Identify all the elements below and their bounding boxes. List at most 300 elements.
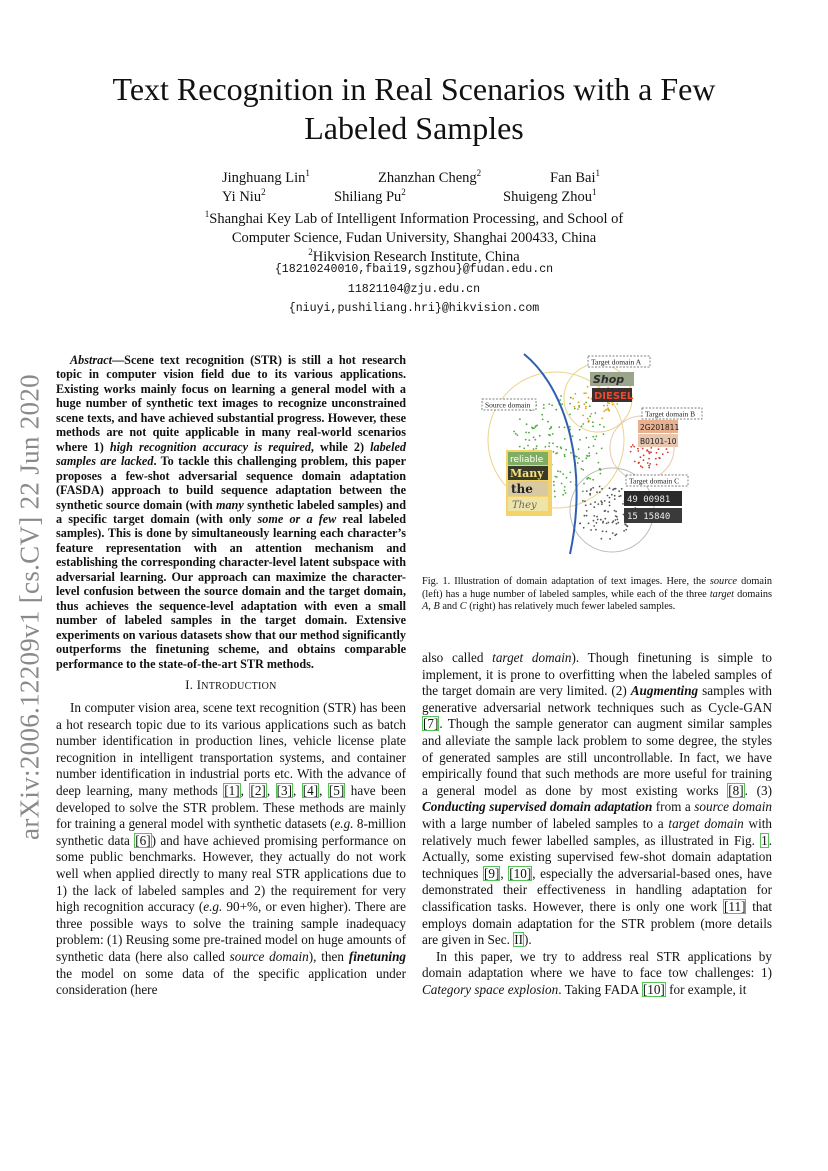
scatter-dot <box>625 529 627 531</box>
scatter-dot <box>603 410 605 412</box>
citation-link[interactable]: [10] <box>642 981 665 997</box>
scatter-dot <box>588 452 590 454</box>
scatter-dot <box>533 448 535 450</box>
scatter-dot <box>585 406 587 408</box>
scatter-dot <box>583 392 585 394</box>
scatter-dot <box>569 414 571 416</box>
citation-link[interactable]: [11] <box>724 898 746 914</box>
text: ) and have achieved promising performance on some public benchmarks. However, they actually do not work well when applied directly to many real STR applications due to 1) the lack of labeled samples and 2) the requirement for very high recognition accuracy ( <box>56 832 407 915</box>
scatter-dot <box>603 426 605 428</box>
text: , especially the adversarial-based ones, have demonstrated their effectiveness in handling adaptation for classification tasks. However, there is only one work <box>422 865 772 914</box>
scatter-dot <box>605 531 607 533</box>
text-italic: source domain <box>694 799 772 815</box>
scatter-dot <box>585 457 587 459</box>
scatter-dot <box>564 486 566 488</box>
text: that employs domain adaptation for the STR problem (more details are given in Sec. <box>422 898 772 948</box>
author-6 <box>503 187 597 206</box>
caption-text: (right) has relatively much fewer labeled samples. <box>466 601 676 612</box>
scatter-dot <box>569 472 571 474</box>
scatter-dot <box>601 488 603 490</box>
scatter-dot <box>595 412 597 414</box>
text-italic: source domain <box>229 948 309 964</box>
scatter-dot <box>560 448 562 450</box>
scatter-dot <box>596 522 598 524</box>
scatter-dot <box>648 451 650 453</box>
scatter-dot <box>600 519 602 521</box>
scatter-dot <box>612 522 614 524</box>
text: with a large number of labeled samples to a <box>422 815 669 831</box>
scatter-dot <box>586 490 588 492</box>
scatter-dot <box>650 451 652 453</box>
scatter-dot <box>596 453 598 455</box>
scatter-dot <box>640 465 642 467</box>
text: samples with generative adversarial network techniques such as Cycle-GAN <box>422 683 773 715</box>
citation-link[interactable]: [7] <box>423 716 439 732</box>
scatter-dot <box>609 497 611 499</box>
scatter-dot <box>565 449 567 451</box>
caption-text: and <box>439 601 460 612</box>
scatter-dot <box>555 409 557 411</box>
scatter-dot <box>549 428 551 430</box>
scatter-dot <box>582 423 584 425</box>
scatter-dot <box>659 457 661 459</box>
scatter-dot <box>528 432 530 434</box>
author-name: Jinghuang Lin <box>222 169 306 186</box>
citation-link[interactable]: [10] <box>509 865 532 881</box>
scatter-dot <box>616 523 618 525</box>
scatter-dot <box>556 446 558 448</box>
scatter-dot <box>581 425 583 427</box>
scatter-dot <box>565 492 567 494</box>
word-c1: 49 00981 <box>627 495 671 505</box>
scatter-dot <box>640 456 642 458</box>
abstract-text: —Scene text recognition (STR) is still a hot research topic in computer vision field due to its various applications. Existing works mainly focus on learning a general model with a huge number of synthetic text images to recognize unconstrained scene texts, and have achieved substantial progress. However, these methods are not quite applicable in many real-world scenarios where 1) <box>56 353 406 454</box>
section-link[interactable]: II <box>514 932 523 948</box>
scatter-dot <box>539 435 541 437</box>
scatter-dot <box>593 525 595 527</box>
section-number: I. <box>185 678 194 692</box>
scatter-dot <box>648 465 650 467</box>
scatter-dot <box>561 403 563 405</box>
scatter-dot <box>572 435 574 437</box>
figure-caption <box>422 576 772 614</box>
scatter-dot <box>569 426 571 428</box>
author-5 <box>334 187 406 206</box>
scatter-dot <box>590 489 592 491</box>
scatter-dot <box>593 445 595 447</box>
scatter-dot <box>590 413 592 415</box>
scatter-dot <box>630 446 632 448</box>
scatter-dot <box>535 426 537 428</box>
scatter-dot <box>590 529 592 531</box>
text-italic: e.g. <box>334 816 354 832</box>
text-italic: Category space explosion <box>422 981 559 997</box>
scatter-dot <box>602 522 604 524</box>
scatter-dot <box>543 407 545 409</box>
word-b2: B0101-10 <box>640 437 677 446</box>
scatter-dot <box>553 451 555 453</box>
citation-link[interactable]: [3] <box>276 782 292 798</box>
scatter-dot <box>599 424 601 426</box>
scatter-dot <box>614 510 616 512</box>
author-sup: 1 <box>595 168 601 178</box>
author-name: Zhanzhan Cheng <box>378 169 477 186</box>
word-the: the <box>511 482 533 496</box>
scatter-dot <box>572 398 574 400</box>
scatter-dot <box>593 515 595 517</box>
scatter-dot <box>557 470 559 472</box>
scatter-dot <box>612 404 614 406</box>
target-domain-a-label: Target domain A <box>591 357 642 367</box>
scatter-dot <box>589 455 591 457</box>
scatter-dot <box>662 453 664 455</box>
text-bold-italic: Augmenting <box>630 683 699 699</box>
scatter-dot <box>564 454 566 456</box>
scatter-dot <box>601 538 603 540</box>
scatter-dot <box>609 538 611 540</box>
section-heading <box>56 678 406 693</box>
scatter-dot <box>533 436 535 438</box>
citation-link[interactable]: [2] <box>250 782 266 798</box>
scatter-dot <box>612 532 614 534</box>
scatter-dot <box>578 401 580 403</box>
scatter-dot <box>589 478 591 480</box>
author-sup: 2 <box>476 168 482 178</box>
scatter-dot <box>578 457 580 459</box>
scatter-dot <box>604 510 606 512</box>
aff-text: Hikvision Research Institute, China <box>312 248 520 265</box>
scatter-dot <box>554 496 556 498</box>
scatter-dot <box>583 483 585 485</box>
scatter-dot <box>643 454 645 456</box>
text: ), then <box>308 948 349 964</box>
author-4 <box>222 187 266 206</box>
scatter-dot <box>542 419 544 421</box>
scatter-dot <box>519 418 521 420</box>
scatter-dot <box>582 500 584 502</box>
text: also called <box>422 650 493 665</box>
scatter-dot <box>547 421 549 423</box>
scatter-dot <box>618 496 620 498</box>
scatter-dot <box>582 469 584 471</box>
arxiv-stamp-text: arXiv:2006.12209v1 [cs.CV] 22 Jun 2020 <box>14 374 45 840</box>
scatter-dot <box>534 439 536 441</box>
scatter-dot <box>601 417 603 419</box>
aff-text: Shanghai Key Lab of Intelligent Information Processing, and School of <box>209 210 624 227</box>
scatter-dot <box>589 415 591 417</box>
scatter-dot <box>550 426 552 428</box>
scatter-dot <box>623 530 625 532</box>
author-2 <box>378 168 481 187</box>
scatter-dot <box>632 444 634 446</box>
scatter-dot <box>608 522 610 524</box>
author-3 <box>550 168 600 187</box>
scatter-dot <box>578 448 580 450</box>
arxiv-side-stamp <box>10 362 50 852</box>
figure-link[interactable]: 1 <box>761 832 768 848</box>
scatter-dot <box>553 484 555 486</box>
scatter-dot <box>597 503 599 505</box>
scatter-dot <box>535 448 537 450</box>
scatter-dot <box>593 506 595 508</box>
scatter-dot <box>587 386 589 388</box>
scatter-dot <box>649 463 651 465</box>
scatter-dot <box>594 439 596 441</box>
scatter-dot <box>586 455 588 457</box>
scatter-dot <box>566 477 568 479</box>
scatter-dot <box>528 439 530 441</box>
citation-link[interactable]: [4] <box>302 782 319 798</box>
paragraph: also called target domain). Though finetuning is simple to implement, it is prone to overfitting when the labeled samples of the target domain are very limited. (2) Augmenting samples with generative adversarial network techniques such as Cycle-GAN [7]. Though the sample generator can augment similar samples and alleviate the sample lack problem to some degree, the styles of generated samples are still uncontrollable. In fact, we have empirically found that such methods are more useful for training a general model as done by most existing works [8]. (3) Conducting supervised domain adaptation from a source domain with a large number of labeled samples to a target domain with relatively much fewer labelled samples, as illustrated in Fig. 1. Actually, some existing supervised few-shot domain adaptation techniques [9], [10], especially the adversarial-based ones, have demonstrated their effectiveness in handling adaptation for classification tasks. However, there is only one work [11] that employs domain adaptation for the STR problem (more details are given in Sec. II). <box>422 650 773 948</box>
author-sup: 2 <box>401 187 406 197</box>
citation-link[interactable]: [8] <box>728 782 744 798</box>
citation-link[interactable]: [9] <box>484 865 500 881</box>
author-sup: 1 <box>592 187 597 197</box>
author-name: Shiliang Pu <box>334 188 402 205</box>
scatter-dot <box>607 511 609 513</box>
scatter-dot <box>560 395 562 397</box>
citation-link[interactable]: [1] <box>224 782 240 798</box>
scatter-dot <box>585 504 587 506</box>
scatter-dot <box>559 471 561 473</box>
scatter-dot <box>536 425 538 427</box>
word-c2: 15 15840 <box>627 512 671 522</box>
scatter-dot <box>627 526 629 528</box>
scatter-dot <box>578 406 580 408</box>
scatter-dot <box>574 393 576 395</box>
abstract-text: real labeled samples). This is done by simultaneously learning each character’s feature representation with an attention mechanism and establishing the corresponding character-level latent subspace with adversarial learning. Our approach can maximize the character-level confusion between the source domain and the target domain, thus achieves the sequence-level adaptation with even a small number of labeled samples in the target domain. Extensive experiments on various datasets show that our method significantly outperforms the finetuning scheme, and obtains comparable performance to the state-of-the-art STR methods. <box>56 511 406 671</box>
caption-italic: target <box>709 588 735 600</box>
text-italic: target domain <box>492 650 572 665</box>
scatter-dot <box>633 446 635 448</box>
scatter-dot <box>577 408 579 410</box>
email-line-3: {niuyi,pushiliang.hri}@hikvision.com <box>288 302 540 315</box>
scatter-dot <box>579 429 581 431</box>
scatter-dot <box>611 494 613 496</box>
scatter-dot <box>586 510 588 512</box>
citation-link[interactable]: [6] <box>135 832 151 848</box>
author-name: Shuigeng Zhou <box>503 188 593 205</box>
scatter-dot <box>614 495 616 497</box>
abstract-italic: some or a few <box>257 511 337 526</box>
abstract-text: , while 2) <box>310 439 371 454</box>
scatter-dot <box>599 468 601 470</box>
scatter-dot <box>603 405 605 407</box>
scatter-dot <box>646 449 648 451</box>
email-line-2: 11821104@zju.edu.cn <box>347 283 481 296</box>
caption-text: Fig. 1. Illustration of domain adaptation of text images. Here, the <box>422 576 710 587</box>
scatter-dot <box>650 447 652 449</box>
scatter-dot <box>637 450 639 452</box>
scatter-dot <box>596 516 598 518</box>
text: . Taking FADA <box>558 981 642 997</box>
scatter-dot <box>543 404 545 406</box>
affiliation-1 <box>90 205 738 248</box>
abstract-italic: many <box>215 497 244 512</box>
scatter-dot <box>585 392 587 394</box>
text: ). <box>523 932 532 948</box>
word-diesel: DIESEL <box>594 391 634 402</box>
scatter-dot <box>527 445 529 447</box>
scatter-dot <box>588 447 590 449</box>
author-sup: 2 <box>261 187 266 197</box>
scatter-dot <box>616 403 618 405</box>
aff-sup: 1 <box>204 209 210 219</box>
scatter-dot <box>667 452 669 454</box>
scatter-dot <box>590 503 592 505</box>
scatter-dot <box>513 431 515 433</box>
paper-title: Text Recognition in Real Scenarios with a Few Labeled Samples <box>112 71 716 146</box>
scatter-dot <box>606 523 608 525</box>
scatter-dot <box>564 438 566 440</box>
scatter-dot <box>606 409 608 411</box>
text: In this paper, we try to address real STR applications by domain adaptation where we have to face tow challenges: 1) <box>422 948 772 981</box>
scatter-dot <box>558 426 560 428</box>
scatter-dot <box>592 425 594 427</box>
scatter-dot <box>596 491 598 493</box>
text: . Though the sample generator can augment similar samples and alleviate the sample lack problem to some degree, the styles of generated samples are still uncontrollable. In fact, we have empirically found that such methods are more useful for training a general model as done by most existing works <box>422 716 772 798</box>
scatter-dot <box>552 433 554 435</box>
scatter-dot <box>596 435 598 437</box>
scatter-dot <box>599 486 601 488</box>
scatter-dot <box>578 405 580 407</box>
scatter-dot <box>656 452 658 454</box>
author-sup: 1 <box>305 168 310 178</box>
scatter-dot <box>586 515 588 517</box>
scatter-dot <box>574 408 576 410</box>
scatter-dot <box>630 451 632 453</box>
scatter-dot <box>545 446 547 448</box>
scatter-dot <box>592 479 594 481</box>
text: . (3) <box>744 782 772 798</box>
author-name: Yi Niu <box>222 188 262 205</box>
scatter-dot <box>599 491 601 493</box>
intro-right-column <box>422 650 772 998</box>
text-bold-italic: Conducting supervised domain adaptation <box>422 799 653 815</box>
scatter-dot <box>553 481 555 483</box>
author-name: Fan Bai <box>550 169 596 186</box>
scatter-dot <box>519 446 521 448</box>
text: the model on some data of the specific application under consideration (here <box>56 965 406 998</box>
scatter-dot <box>604 500 606 502</box>
scatter-dot <box>536 445 538 447</box>
scatter-dot <box>612 489 614 491</box>
scatter-dot <box>621 488 623 490</box>
scatter-dot <box>637 448 639 450</box>
text-bold-italic: finetuning <box>348 948 406 964</box>
scatter-dot <box>615 511 617 513</box>
scatter-dot <box>526 423 528 425</box>
scatter-dot <box>616 533 618 535</box>
scatter-dot <box>598 462 600 464</box>
scatter-dot <box>594 501 596 503</box>
scatter-dot <box>595 529 597 531</box>
scatter-dot <box>585 408 587 410</box>
scatter-dot <box>551 404 553 406</box>
scatter-dot <box>617 522 619 524</box>
text: 90+%, or even higher). There are three possible ways to solve the training sample inadequacy problem: (1) Reusing some pre-trained model on huge amounts of synthetic data (here also called <box>56 899 406 964</box>
scatter-dot <box>570 452 572 454</box>
scatter-dot <box>601 503 603 505</box>
scatter-dot <box>555 453 557 455</box>
caption-text: , <box>428 601 434 612</box>
scatter-dot <box>582 415 584 417</box>
scatter-dot <box>585 402 587 404</box>
caption-text: domains <box>734 588 772 600</box>
scatter-dot <box>609 505 611 507</box>
caption-italic: A <box>422 601 429 612</box>
scatter-dot <box>607 405 609 407</box>
scatter-dot <box>584 500 586 502</box>
scatter-dot <box>570 397 572 399</box>
scatter-dot <box>562 473 564 475</box>
scatter-dot <box>588 420 590 422</box>
scatter-dot <box>666 448 668 450</box>
scatter-dot <box>587 418 589 420</box>
scatter-dot <box>582 460 584 462</box>
scatter-dot <box>617 519 619 521</box>
text: have been developed to solve the STR problem. These methods are mainly for training a general model with synthetic datasets ( <box>56 782 407 832</box>
scatter-dot <box>643 459 645 461</box>
scatter-dot <box>548 434 550 436</box>
scatter-dot <box>586 477 588 479</box>
word-b1: 2G201811 <box>640 423 680 432</box>
email-line-1: {18210240010,fbai19,sgzhou}@fudan.edu.cn <box>274 263 554 276</box>
figure-1-domain-adaptation <box>478 350 710 556</box>
scatter-dot <box>583 403 585 405</box>
text: In computer vision area, scene text recognition (STR) has been a hot research topic due to its various applications such as batch number identification in production lines, vehicle license plate recognition in intelligent transportation systems, and container number identification in industrial ports etc. With the advance of deep learning, many methods <box>56 700 406 798</box>
scatter-dot <box>585 437 587 439</box>
scatter-dot <box>648 467 650 469</box>
scatter-dot <box>515 433 517 435</box>
text-italic: target domain <box>668 815 744 831</box>
citation-link[interactable]: [5] <box>328 782 345 798</box>
scatter-dot <box>517 434 519 436</box>
scatter-dot <box>564 456 566 458</box>
caption-italic: B <box>433 601 440 612</box>
word-many: Many <box>510 467 544 480</box>
text: with relatively much fewer labelled samples, as illustrated in Fig. <box>422 815 772 848</box>
scatter-dot <box>554 490 556 492</box>
scatter-dot <box>601 502 603 504</box>
section-title-first: I <box>196 678 202 692</box>
scatter-dot <box>614 498 616 500</box>
scatter-dot <box>609 487 611 489</box>
word-they: They <box>512 500 537 511</box>
scatter-dot <box>577 462 579 464</box>
scatter-dot <box>579 523 581 525</box>
scatter-dot <box>622 503 624 505</box>
scatter-dot <box>592 487 594 489</box>
scatter-dot <box>642 448 644 450</box>
scatter-dot <box>552 442 554 444</box>
scatter-dot <box>607 495 609 497</box>
author-1 <box>222 168 310 187</box>
scatter-dot <box>592 421 594 423</box>
text: . Actually, some existing supervised few-shot domain adaptation techniques <box>422 832 772 881</box>
aff-text-2: Computer Science, Fudan University, Shanghai 200433, China <box>231 229 597 246</box>
source-domain-label: Source domain <box>485 400 531 410</box>
scatter-dot <box>531 427 533 429</box>
word-shop: Shop <box>593 373 625 386</box>
scatter-dot <box>525 439 527 441</box>
abstract-italic: labeled samples are lacked <box>56 439 406 469</box>
scatter-dot <box>525 432 527 434</box>
scatter-dot <box>554 476 556 478</box>
scatter-dot <box>615 519 617 521</box>
scatter-dot <box>564 427 566 429</box>
scatter-dot <box>561 483 563 485</box>
